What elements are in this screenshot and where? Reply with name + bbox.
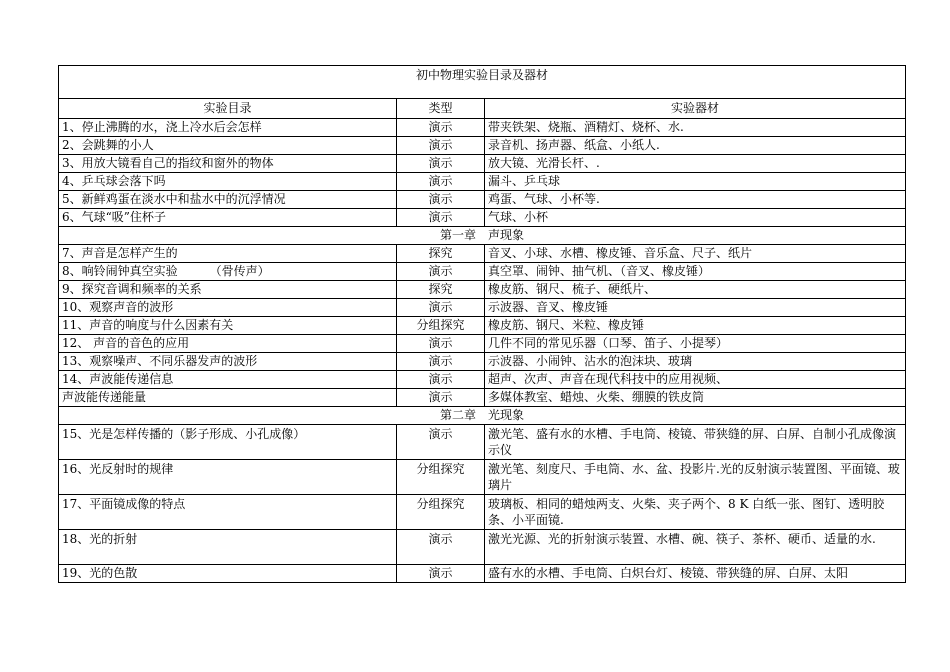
- experiment-name: 19、光的色散: [59, 565, 397, 583]
- experiment-type: 探究: [397, 245, 485, 263]
- experiment-type: 分组探究: [397, 495, 485, 530]
- page-title: 初中物理实验目录及器材: [59, 66, 906, 99]
- chapter-2-title: 第二章 光现象: [59, 407, 906, 425]
- experiment-equipment: 激光笔、刻度尺、手电筒、水、盆、投影片.光的反射演示装置图、平面镜、玻璃片: [485, 460, 906, 495]
- table-row: [59, 495, 906, 530]
- table-row: [59, 137, 906, 155]
- experiment-type: 分组探究: [397, 317, 485, 335]
- experiment-name: 11、声音的响度与什么因素有关: [59, 317, 397, 335]
- table-title-row: [59, 66, 906, 99]
- experiment-name: 2、会跳舞的小人: [59, 137, 397, 155]
- experiment-name: 13、观察噪声、不同乐器发声的波形: [59, 353, 397, 371]
- table-row: [59, 299, 906, 317]
- table-row: [59, 245, 906, 263]
- experiment-type: 演示: [397, 389, 485, 407]
- experiment-note: （骨传声）: [209, 264, 270, 278]
- chapter-heading-row: [59, 407, 906, 425]
- experiment-name: 7、声音是怎样产生的: [59, 245, 397, 263]
- experiment-type: 演示: [397, 191, 485, 209]
- table-row: [59, 155, 906, 173]
- table-row: [59, 460, 906, 495]
- experiment-name: 18、光的折射: [59, 530, 397, 565]
- table-row: [59, 353, 906, 371]
- experiment-type: 演示: [397, 173, 485, 191]
- experiment-equipment: 激光笔、盛有水的水槽、手电筒、棱镜、带狭缝的屏、白屏、自制小孔成像演示仪: [485, 425, 906, 460]
- experiment-name: 14、声波能传递信息: [59, 371, 397, 389]
- experiment-equipment: 激光光源、光的折射演示装置、水槽、碗、筷子、茶杯、硬币、适量的水.: [485, 530, 906, 565]
- experiment-equipment: 多媒体教室、蜡烛、火柴、绷膜的铁皮筒: [485, 389, 906, 407]
- experiment-equipment: 音叉、小球、水槽、橡皮锤、音乐盒、尺子、纸片: [485, 245, 906, 263]
- table-header-row: [59, 99, 906, 119]
- experiment-equipment: 示波器、小闹钟、沾水的泡沫块、玻璃: [485, 353, 906, 371]
- header-type: 类型: [397, 99, 485, 119]
- experiment-equipment: 录音机、扬声器、纸盒、小纸人.: [485, 137, 906, 155]
- table-row: [59, 530, 906, 565]
- experiment-equipment: 橡皮筋、钢尺、梳子、硬纸片、: [485, 281, 906, 299]
- experiment-equipment: 盛有水的水槽、手电筒、白炽台灯、棱镜、带狭缝的屏、白屏、太阳: [485, 565, 906, 583]
- experiment-name: 10、观察声音的波形: [59, 299, 397, 317]
- experiment-type: 演示: [397, 119, 485, 137]
- experiment-type: 演示: [397, 530, 485, 565]
- experiment-name: 15、光是怎样传播的（影子形成、小孔成像）: [59, 425, 397, 460]
- experiment-type: 演示: [397, 565, 485, 583]
- table-row: [59, 263, 906, 281]
- table-row: [59, 317, 906, 335]
- table-row: [59, 565, 906, 583]
- experiment-type: 演示: [397, 425, 485, 460]
- experiment-equipment: 鸡蛋、气球、小杯等.: [485, 191, 906, 209]
- experiment-type: 演示: [397, 137, 485, 155]
- experiment-name: 6、气球“吸”住杯子: [59, 209, 397, 227]
- experiment-equipment: 气球、小杯: [485, 209, 906, 227]
- experiment-name: 9、探究音调和频率的关系: [59, 281, 397, 299]
- experiment-type: 演示: [397, 155, 485, 173]
- experiment-name-cell: [59, 263, 397, 281]
- table-row: [59, 209, 906, 227]
- table-row: [59, 173, 906, 191]
- experiment-name: 声波能传递能量: [59, 389, 397, 407]
- chapter-heading-row: [59, 227, 906, 245]
- experiment-equipment: 玻璃板、相同的蜡烛两支、火柴、夹子两个、8 K 白纸一张、图钉、透明胶条、小平面镜.: [485, 495, 906, 530]
- experiment-type: 演示: [397, 371, 485, 389]
- experiment-equipment: 超声、次声、声音在现代科技中的应用视频、: [485, 371, 906, 389]
- table-row: [59, 191, 906, 209]
- experiment-equipment: 放大镜、光滑长杆、.: [485, 155, 906, 173]
- header-experiment: 实验目录: [59, 99, 397, 119]
- experiment-type: 演示: [397, 299, 485, 317]
- table-row: [59, 425, 906, 460]
- experiment-equipment: 漏斗、乒乓球: [485, 173, 906, 191]
- experiment-type: 演示: [397, 209, 485, 227]
- experiment-name: 4、乒乓球会落下吗: [59, 173, 397, 191]
- experiment-type: 探究: [397, 281, 485, 299]
- table-row: [59, 335, 906, 353]
- experiment-name: 3、用放大镜看自己的指纹和窗外的物体: [59, 155, 397, 173]
- table-row: [59, 119, 906, 137]
- experiment-type: 演示: [397, 335, 485, 353]
- table-row: [59, 371, 906, 389]
- experiment-type: 演示: [397, 263, 485, 281]
- experiment-equipment: 示波器、音叉、橡皮锤: [485, 299, 906, 317]
- experiment-equipment: 橡皮筋、钢尺、米粒、橡皮锤: [485, 317, 906, 335]
- experiment-equipment: 带夹铁架、烧瓶、酒精灯、烧杯、水.: [485, 119, 906, 137]
- table-row: [59, 281, 906, 299]
- experiment-equipment: 真空罩、闹钟、抽气机、（音叉、橡皮锤）: [485, 263, 906, 281]
- experiment-name: 12、 声音的音色的应用: [59, 335, 397, 353]
- header-equipment: 实验器材: [485, 99, 906, 119]
- experiment-catalog-table: [58, 65, 906, 583]
- experiment-name: 8、响铃闹钟真空实验: [62, 264, 178, 278]
- experiment-name: 17、平面镜成像的特点: [59, 495, 397, 530]
- experiment-name: 16、光反射时的规律: [59, 460, 397, 495]
- experiment-equipment: 几件不同的常见乐器（口琴、笛子、小提琴）: [485, 335, 906, 353]
- experiment-type: 演示: [397, 353, 485, 371]
- experiment-type: 分组探究: [397, 460, 485, 495]
- table-row: [59, 389, 906, 407]
- chapter-1-title: 第一章 声现象: [59, 227, 906, 245]
- experiment-name: 1、停止沸腾的水，浇上冷水后会怎样: [59, 119, 397, 137]
- experiment-name: 5、新鲜鸡蛋在淡水中和盐水中的沉浮情况: [59, 191, 397, 209]
